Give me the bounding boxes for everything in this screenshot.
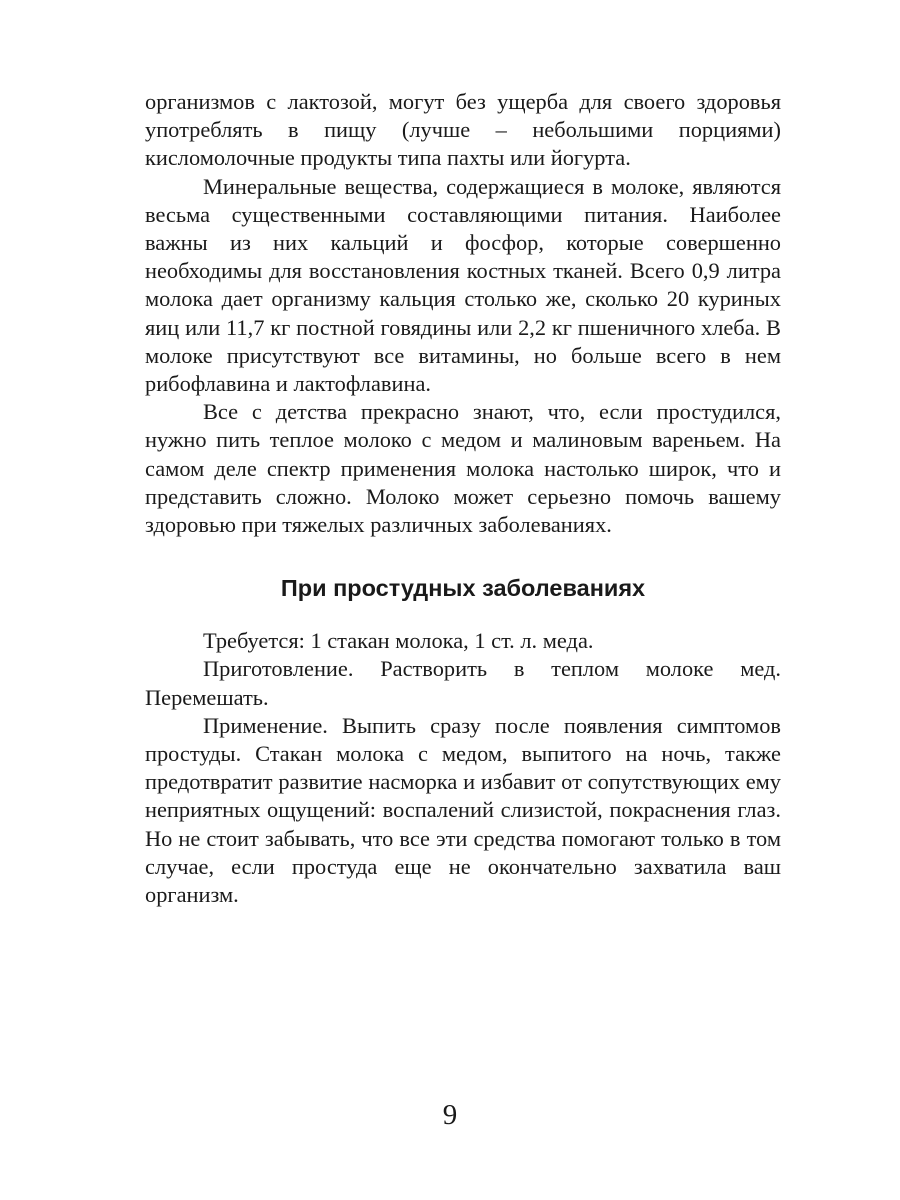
paragraph-continuation: организмов с лактозой, могут без ущерба для своего здоровья употреблять в пищу (лучше – небольшими порциями) кисломолочные продукты типа пахты или йогурта. bbox=[145, 89, 781, 171]
paragraph-minerals: Минеральные вещества, содержащиеся в молоке, являются весьма существенными составляющими питания. Наиболее важны из них кальций и фосфор, которые совершенно необходимы для восстановления костных тканей. Всего 0,9 литра молока дает организму кальция столько же, сколько 20 куриных яиц или 11,7 кг постной говядины или 2,2 кг пшеничного хлеба. В молоке присутствуют все витамины, но больше всего в нем рибофлавина и лактофлавина. bbox=[145, 173, 781, 397]
paragraph-preparation: Приготовление. Растворить в теплом молоке мед. Перемешать. bbox=[145, 656, 781, 710]
paragraph-required: Требуется: 1 стакан молока, 1 ст. л. меда. bbox=[203, 628, 594, 654]
page-content bbox=[145, 88, 781, 909]
paragraph-milk-uses: Все с детства прекрасно знают, что, если простудился, нужно пить теплое молоко с медом и малиновым вареньем. На самом деле спектр применения молока настолько широк, что и представить сложно. Молоко может серьезно помочь вашему здоровью при тяжелых различных заболеваниях. bbox=[145, 399, 781, 538]
page-number: 9 bbox=[442, 1099, 458, 1131]
section-heading: При простудных заболеваниях bbox=[280, 575, 646, 602]
paragraph-application: Применение. Выпить сразу после появления симптомов простуды. Стакан молока с медом, выпитого на ночь, также предотвратит развитие насморка и избавит от сопутствующих ему неприятных ощущений: воспалений слизистой, покраснения глаз. Но не стоит забывать, что все эти средства помогают только в том случае, если простуда еще не окончательно захватила ваш организм. bbox=[145, 712, 781, 908]
